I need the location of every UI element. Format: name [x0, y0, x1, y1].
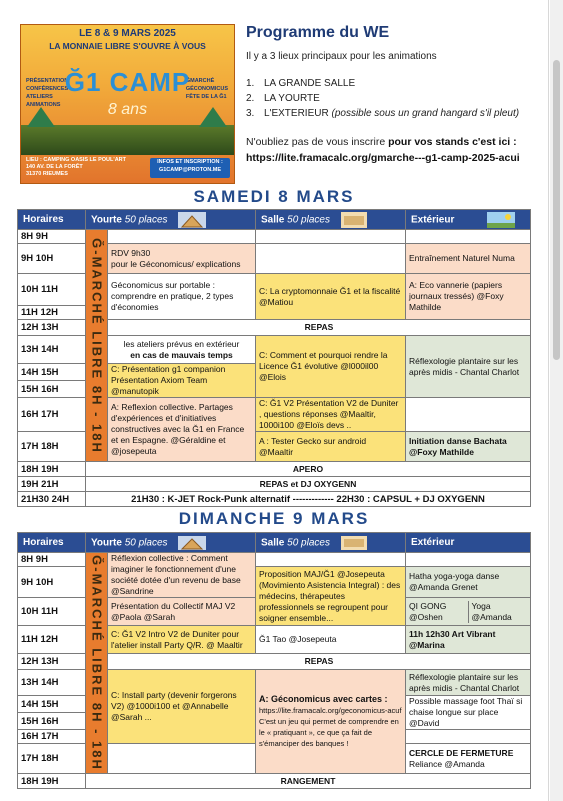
activity-cell: Présentation du Collectif MAJ V2 @Paola @Sarah: [108, 598, 256, 626]
poster-info-line: G1CAMP@PROTON.ME: [158, 167, 222, 173]
vertical-scrollbar[interactable]: [550, 0, 563, 801]
repas-dj-cell: REPAS et DJ OXYGENN: [86, 477, 531, 492]
activity-cell: Ğ1 Tao @Josepeuta: [256, 626, 406, 654]
hour-cell: 10H 11H: [18, 274, 86, 306]
poster-right-item: GÉCONOMICUS: [185, 86, 228, 92]
hour-cell: 9H 10H: [18, 567, 86, 598]
col-header-yourte-label: Yourte: [91, 214, 122, 226]
hour-cell: 21H30 24H: [18, 492, 86, 507]
activity-cell: Hatha yoga-yoga danse @Amanda Grenet: [406, 567, 531, 598]
activity-line: CERCLE DE FERMETURE: [409, 747, 514, 758]
poster-date: LE 8 & 9 MARS 2025: [79, 28, 176, 39]
activity-subcell: Yoga @Amanda: [471, 600, 512, 622]
place-name: LA YOURTE: [264, 93, 320, 104]
activity-line: A: Géconomicus avec cartes :: [259, 694, 388, 704]
hour-cell: 15H 16H: [18, 381, 86, 398]
yurt-icon: [178, 212, 206, 228]
activity-line: les ateliers prévus en extérieur: [123, 338, 240, 349]
saturday-schedule-table: [17, 209, 531, 507]
repas-cell: REPAS: [108, 320, 531, 336]
activity-cell: C: La cryptomonnaie Ğ1 et la fiscalité @Matiou: [256, 274, 406, 320]
sunday-schedule-table: [17, 532, 531, 789]
activity-line: en cas de mauvais temps: [130, 349, 233, 360]
poster-location-line: 31370 RIEUMES: [26, 171, 68, 177]
registration-link[interactable]: https://lite.framacalc.org/gmarche---g1-camp-2025-acui: [246, 152, 520, 164]
poster-location-line: LIEU : CAMPING OASIS LE POUL'ART: [26, 157, 127, 163]
poster-info-box: [150, 158, 230, 178]
col-header-yourte-capacity: 50 places: [124, 214, 168, 226]
col-header-yourte: [86, 210, 256, 230]
yurt-icon: [178, 536, 206, 550]
gmarche-column: [86, 553, 108, 774]
place-item: [246, 76, 519, 91]
empty-cell: [406, 730, 531, 744]
activity-cell: Géconomicus sur portable : comprendre en pratique, 2 types d'économies: [108, 274, 256, 320]
place-item: [246, 91, 519, 106]
activity-cell: C: Présentation g1 companion Présentation Axiom Team @manutopik: [108, 364, 256, 398]
activity-cell: Initiation danse Bachata @Foxy Mathilde: [406, 432, 531, 462]
activity-cell: C: Install party (devenir forgerons V2) @1000i100 et @Annabelle @Sarah ...: [108, 670, 256, 744]
soiree-cell: 21H30 : K-JET Rock-Punk alternatif ------------- 22H30 : CAPSUL + DJ OXYGENN: [86, 492, 531, 507]
activity-cell: Proposition MAJ/Ğ1 @Josepeuta (Movimiento Asistencia Integral) : des médecins, thérapeutes professionnels se regroupent pour soigner ensemble...: [256, 567, 406, 626]
activity-cell: Entraînement Naturel Numa: [406, 244, 531, 274]
hour-cell: 15H 16H: [18, 713, 86, 730]
hour-cell: 17H 18H: [18, 744, 86, 774]
saturday-heading: SAMEDI 8 MARS: [193, 187, 355, 206]
apero-cell: APERO: [86, 462, 531, 477]
hour-cell: 18H 19H: [18, 462, 86, 477]
activity-line: C'est un jeu qui permet de comprendre en le « pratiquant », ce que ça fait de s'émanciper des banques !: [259, 717, 399, 748]
activity-cell: A: Reflexion collective. Partages d'expériences et d'initiatives constructives avec la Ğ1 en France et en Espagne. @Géraldine et @josepeuta: [108, 398, 256, 462]
programme-intro: Il y a 3 lieux principaux pour les animations: [246, 51, 437, 62]
place-number: 1.: [246, 78, 255, 89]
activity-cell: A: Eco vannerie (papiers journaux tressés) @Foxy Mathilde: [406, 274, 531, 320]
col-header-salle: [256, 210, 406, 230]
hour-cell: 10H 11H: [18, 598, 86, 626]
registration-note: [246, 134, 520, 166]
activity-cell: [406, 598, 531, 626]
hour-cell: 8H 9H: [18, 553, 86, 567]
hour-cell: 16H 17H: [18, 398, 86, 432]
activity-cell: [406, 744, 531, 774]
activity-cell: 11h 12h30 Art Vibrant @Marina: [406, 626, 531, 654]
col-header-horaires: Horaires: [18, 533, 86, 553]
hour-cell: 18H 19H: [18, 774, 86, 789]
table-row: [18, 492, 531, 507]
activity-cell: Possible massage foot Thaï si chaise longue sur place @David: [406, 696, 531, 730]
poster-left-item: PRÉSENTATION: [26, 78, 69, 84]
repas-cell: REPAS: [108, 654, 531, 670]
table-row: [18, 774, 531, 789]
col-header-horaires: Horaires: [18, 210, 86, 230]
programme-title: Programme du WE: [246, 24, 390, 41]
outdoor-icon: [487, 212, 515, 228]
empty-cell: [406, 553, 531, 567]
place-number: 2.: [246, 93, 255, 104]
poster-right-item: ĞMARCHÉ: [185, 78, 215, 84]
col-header-salle-capacity: 50 places: [287, 537, 330, 549]
poster-info-line: INFOS ET INSCRIPTION :: [157, 159, 223, 165]
col-header-exterieur: Extérieur: [406, 533, 531, 553]
gmarche-label: Ğ-MARCHÉ LIBRE 8H - 18H: [89, 555, 104, 771]
hour-cell: 8H 9H: [18, 230, 86, 244]
empty-cell: [406, 230, 531, 244]
hour-cell: 12H 13H: [18, 320, 86, 336]
col-header-exterieur: [406, 210, 531, 230]
col-header-exterieur-label: Extérieur: [411, 214, 455, 226]
gmarche-column: [86, 230, 108, 462]
table-header-row: [18, 533, 531, 553]
room-icon: [341, 536, 367, 550]
poster-location-line: 140 AV. DE LA FORÊT: [26, 164, 83, 170]
tent-icon: [199, 107, 227, 127]
hour-cell: 9H 10H: [18, 244, 86, 274]
hour-cell: 12H 13H: [18, 654, 86, 670]
empty-cell: [406, 398, 531, 432]
poster-left-item: CONFÉRENCES: [26, 86, 69, 92]
hour-cell: 14H 15H: [18, 696, 86, 713]
place-number: 3.: [246, 108, 255, 119]
geconomicus-link[interactable]: https://lite.framacalc.org/geconomicus-acuf: [259, 706, 402, 715]
tent-icon: [27, 107, 55, 127]
col-header-yourte: [86, 533, 256, 553]
poster-subtitle: LA MONNAIE LIBRE S'OUVRE À VOUS: [49, 41, 206, 51]
poster-left-item: ATELIERS: [26, 94, 53, 100]
activity-line: RDV 9h30: [111, 247, 151, 258]
hour-cell: 17H 18H: [18, 432, 86, 462]
col-header-salle-label: Salle: [261, 537, 285, 549]
activity-cell: [108, 244, 256, 274]
activity-cell: A : Tester Gecko sur android @Maaltir: [256, 432, 406, 462]
col-header-salle: [256, 533, 406, 553]
hour-cell: 13H 14H: [18, 670, 86, 696]
col-header-salle-capacity: 50 places: [287, 214, 330, 226]
poster-crowd-illustration: [21, 125, 234, 155]
scrollbar-thumb[interactable]: [553, 60, 560, 360]
activity-cell: Réflexologie plantaire sur les après midis - Chantal Charlot: [406, 336, 531, 398]
hour-cell: 13H 14H: [18, 336, 86, 364]
poster-anniversary: 8 ans: [107, 101, 148, 118]
activity-cell: C: Ğ1 V2 Intro V2 de Duniter pour l'atelier install Party Q/R. @ Maaltir: [108, 626, 256, 654]
empty-cell: [256, 230, 406, 244]
empty-cell: [108, 744, 256, 774]
table-row: [18, 477, 531, 492]
poster-left-item: ANIMATIONS: [26, 102, 61, 108]
activity-cell: Réflexologie plantaire sur les après midis - Chantal Charlot: [406, 670, 531, 696]
activity-cell: Réflexion collective : Comment imaginer le fonctionnement d'une société dotée d'un revenu de base @Sandrine: [108, 553, 256, 598]
col-header-salle-label: Salle: [261, 214, 285, 226]
place-name: L'EXTERIEUR: [264, 108, 329, 119]
empty-cell: [108, 230, 256, 244]
table-row: [18, 230, 531, 244]
col-header-yourte-label: Yourte: [91, 537, 122, 549]
registration-note-text: N'oubliez pas de vous inscrire: [246, 136, 389, 148]
table-header-row: [18, 210, 531, 230]
hour-cell: 11H 12H: [18, 626, 86, 654]
place-note: (possible sous un grand hangard s'il pleut): [331, 108, 520, 119]
gmarche-label: Ğ-MARCHÉ LIBRE 8H - 18H: [89, 237, 104, 454]
room-icon: [341, 212, 367, 228]
activity-cell: [108, 336, 256, 364]
activity-line: pour le Géconomicus/ explications: [111, 258, 241, 269]
event-poster: [20, 24, 235, 184]
rangement-cell: RANGEMENT: [86, 774, 531, 789]
activity-cell: [256, 670, 406, 774]
hour-cell: 16H 17H: [18, 730, 86, 744]
empty-cell: [256, 553, 406, 567]
poster-title: Ğ1 CAMP: [64, 67, 191, 97]
activity-line: Reliance @Amanda: [409, 758, 485, 769]
place-item: [246, 106, 519, 121]
sunday-heading: DIMANCHE 9 MARS: [178, 509, 370, 528]
table-row: [18, 462, 531, 477]
hour-cell: 19H 21H: [18, 477, 86, 492]
hour-cell: 14H 15H: [18, 364, 86, 381]
places-list: [246, 76, 519, 121]
poster-location: [26, 157, 126, 178]
registration-note-bold: pour vos stands c'est ici :: [388, 136, 517, 148]
activity-cell: C: Comment et pourquoi rendre la Licence Ğ1 évolutive @l000il00 @Elois: [256, 336, 406, 398]
poster-right-item: FÊTE DE LA Ğ1: [185, 94, 227, 100]
place-name: LA GRANDE SALLE: [264, 78, 356, 89]
hour-cell: 11H 12H: [18, 306, 86, 320]
table-row: [18, 553, 531, 567]
col-header-yourte-capacity: 50 places: [124, 537, 168, 549]
activity-subcell: QI GONG @Oshen: [406, 601, 469, 623]
activity-cell: C: Ğ1 V2 Présentation V2 de Duniter , questions réponses @Maaltir, 1000i100 @Eloïs devs ..: [256, 398, 406, 432]
empty-cell: [256, 244, 406, 274]
